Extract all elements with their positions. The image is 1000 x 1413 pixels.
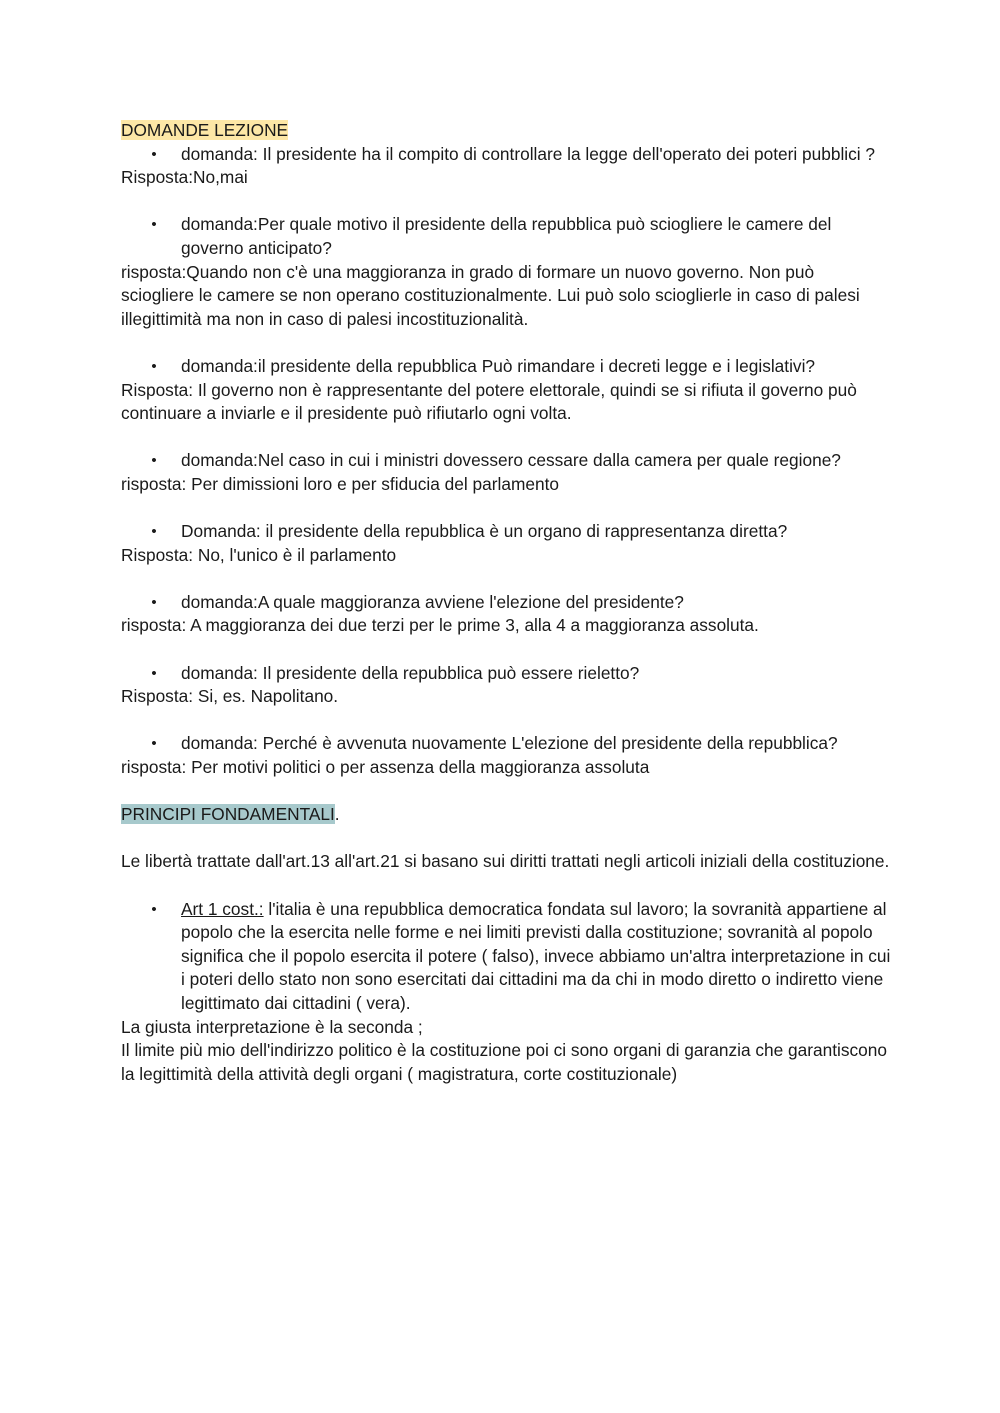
answer-text: risposta: Per dimissioni loro e per sfiducia del parlamento [121,473,559,494]
bullet-icon: • [151,735,157,753]
spacer [121,709,891,733]
bullet-icon: • [151,664,157,682]
answer-text: risposta: A maggioranza dei due terzi per le prime 3, alla 4 a maggioranza assoluta. [121,615,759,636]
question-text: domanda: Perché è avvenuta nuovamente L'elezione del presidente della repubblica? [181,733,838,754]
conclusion-line-1: La giusta interpretazione è la seconda ; [121,1016,423,1037]
spacer [121,780,891,804]
question-text: domanda:A quale maggioranza avviene l'elezione del presidente? [181,591,684,612]
spacer [121,567,891,591]
bullet-icon: • [151,216,157,234]
section-heading-principi [121,803,891,827]
spacer [121,331,891,355]
question-bullet-item [121,591,891,615]
question-bullet-item [121,143,891,167]
bullet-icon: • [151,900,157,918]
spacer [121,497,891,521]
question-bullet-item [121,732,891,756]
article-label: Art 1 cost.: [181,898,264,919]
question-text: Domanda: il presidente della repubblica è un organo di rappresentanza diretta? [181,521,788,542]
question-bullet-item [121,355,891,379]
bullet-icon: • [151,357,157,375]
spacer [121,638,891,662]
question-text: domanda:Per quale motivo il presidente della repubblica può sciogliere le camere del governo anticipato? [181,214,832,258]
document-page [121,119,891,1086]
question-text: domanda:Nel caso in cui i ministri dovessero cessare dalla camera per quale regione? [181,450,841,471]
intro-paragraph: Le libertà trattate dall'art.13 all'art.21 si basano sui diritti trattati negli articoli iniziali della costituzione. [121,851,890,872]
question-bullet-item [121,213,891,260]
answer-text: risposta:Quando non c'è una maggioranza in grado di formare un nuovo governo. Non può sciogliere le camere se non operano costituzionalmente. Lui può solo scioglierle in caso di palesi illegittimità ma non in caso di palesi incostituzionalità. [121,261,860,329]
conclusion-line-2: Il limite più mio dell'indirizzo politico è la costituzione poi ci sono organi di garanzia che garantiscono la legittimità della attività degli organi ( magistratura, corte costituzionale) [121,1040,888,1084]
bullet-icon: • [151,145,157,163]
answer-text: risposta: Per motivi politici o per assenza della maggioranza assoluta [121,757,650,778]
article-bullet-item [121,898,891,1016]
answer-text: Risposta: No, l'unico è il parlamento [121,544,397,565]
article-text: l'italia è una repubblica democratica fondata sul lavoro; la sovranità appartiene al popolo che la esercita nelle forme e nei limiti previsti dalla costituzione; sovranità al popolo significa che il popolo esercita il potere ( falso), invece abbiamo un'altra interpretazione in cui i poteri dello stato non sono esercitati dai cittadini ma da chi in modo diretto o indiretto viene legittimato dai cittadini ( vera). [181,898,891,1013]
qa-list [121,143,891,780]
answer-text: Risposta: Si, es. Napolitano. [121,686,339,707]
heading-period: . [334,804,340,825]
spacer [121,827,891,851]
bullet-icon: • [151,452,157,470]
highlight-yellow: DOMANDE LEZIONE [121,120,289,140]
section-heading-domande [121,119,891,143]
question-bullet-item [121,520,891,544]
spacer [121,190,891,214]
question-bullet-item [121,449,891,473]
question-text: domanda: Il presidente della repubblica può essere rieletto? [181,662,640,683]
bullet-icon: • [151,523,157,541]
spacer [121,874,891,898]
bullet-icon: • [151,593,157,611]
question-bullet-item [121,662,891,686]
question-text: domanda:il presidente della repubblica Può rimandare i decreti legge e i legislativi? [181,355,816,376]
answer-text: Risposta: Il governo non è rappresentante del potere elettorale, quindi se si rifiuta il governo può continuare a inviarle e il presidente può rifiutarlo ogni volta. [121,379,857,424]
answer-text: Risposta:No,mai [121,167,248,188]
spacer [121,426,891,450]
highlight-teal: PRINCIPI FONDAMENTALI [121,804,335,825]
question-text: domanda: Il presidente ha il compito di controllare la legge dell'operato dei poteri pubblici ? [181,143,876,164]
